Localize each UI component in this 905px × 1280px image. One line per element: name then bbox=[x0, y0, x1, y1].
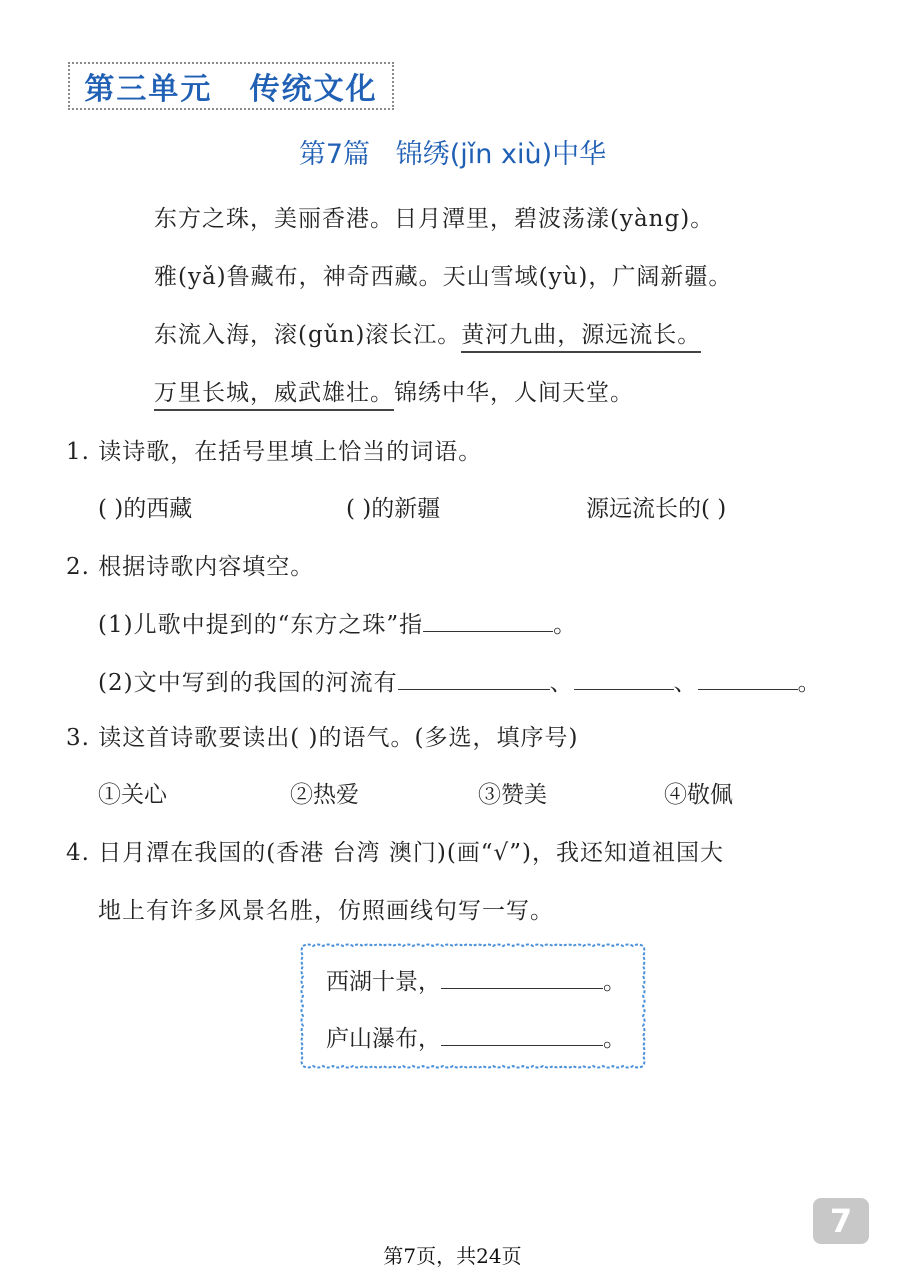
q1-blank-river[interactable]: 源远流长的( ) bbox=[586, 496, 727, 522]
box-line-2 bbox=[326, 1020, 626, 1053]
poem-line-4-plain: 锦绣中华，人间天堂。 bbox=[394, 380, 634, 406]
underlined-sentence-1: 黄河九曲，源远流长。 bbox=[461, 322, 701, 353]
unit-title: 第三单元 传统文化 bbox=[84, 72, 378, 107]
question-2-prompt: 2. 根据诗歌内容填空。 bbox=[66, 554, 315, 580]
q2-sub2-blank-3[interactable] bbox=[698, 667, 798, 690]
q2-sub1-text: (1)儿歌中提到的“东方之珠”指 bbox=[98, 612, 424, 638]
poem-line-1: 东方之珠，美丽香港。日月潭里，碧波荡漾(yàng)。 bbox=[154, 206, 715, 232]
q2-sub2-blank-2[interactable] bbox=[574, 667, 674, 690]
q2-sub1-end: 。 bbox=[553, 612, 578, 638]
page-number-badge: 7 bbox=[813, 1198, 869, 1244]
q3-option-2[interactable]: ②热爱 bbox=[290, 782, 359, 808]
q2-sub2-text: (2)文中写到的我国的河流有 bbox=[98, 670, 398, 696]
q3-option-4[interactable]: ④敬佩 bbox=[664, 782, 733, 808]
question-3-prompt: 3. 读这首诗歌要读出( )的语气。(多选，填序号) bbox=[66, 725, 579, 751]
box-line-2-blank[interactable] bbox=[441, 1023, 603, 1046]
question-1-prompt: 1. 读诗歌，在括号里填上恰当的词语。 bbox=[66, 439, 483, 465]
underlined-sentence-2: 万里长城，威武雄壮。 bbox=[154, 380, 394, 411]
box-line-1-end: 。 bbox=[603, 969, 626, 995]
box-line-2-text: 庐山瀑布， bbox=[326, 1026, 441, 1052]
question-4-line-1: 4. 日月潭在我国的(香港 台湾 澳门)(画“√”)，我还知道祖国大 bbox=[66, 840, 724, 866]
answer-frame bbox=[298, 941, 648, 1069]
poem-line-3 bbox=[154, 316, 701, 349]
question-4-line-2: 地上有许多风景名胜，仿照画线句写一写。 bbox=[98, 898, 554, 924]
lesson-title: 第7篇 锦绣(jǐn xiù)中华 bbox=[298, 139, 607, 170]
box-line-2-end: 。 bbox=[603, 1026, 626, 1052]
q2-sub1-blank[interactable] bbox=[423, 609, 553, 632]
q2-sub2-blank-1[interactable] bbox=[398, 667, 550, 690]
page-footer: 第7页，共24页 bbox=[383, 1244, 522, 1268]
box-line-1-blank[interactable] bbox=[441, 966, 603, 989]
q2-sub2-sep-1: 、 bbox=[549, 670, 574, 696]
box-line-1-text: 西湖十景， bbox=[326, 969, 441, 995]
q3-option-1[interactable]: ①关心 bbox=[98, 782, 167, 808]
poem-line-3-plain: 东流入海，滚(gǔn)滚长江。 bbox=[154, 322, 462, 348]
box-line-1 bbox=[326, 963, 626, 996]
poem-line-2: 雅(yǎ)鲁藏布，神奇西藏。天山雪域(yù)，广阔新疆。 bbox=[154, 264, 733, 290]
q2-sub1 bbox=[98, 606, 577, 639]
unit-heading-box bbox=[68, 62, 394, 110]
q1-blank-tibet[interactable]: ( )的西藏 bbox=[98, 496, 193, 522]
q1-blank-xinjiang[interactable]: ( )的新疆 bbox=[346, 496, 441, 522]
q3-option-3[interactable]: ③赞美 bbox=[478, 782, 547, 808]
q2-sub2-sep-2: 、 bbox=[673, 670, 698, 696]
poem-line-4 bbox=[154, 374, 634, 407]
q2-sub2-end: 。 bbox=[797, 670, 822, 696]
q2-sub2 bbox=[98, 664, 822, 697]
